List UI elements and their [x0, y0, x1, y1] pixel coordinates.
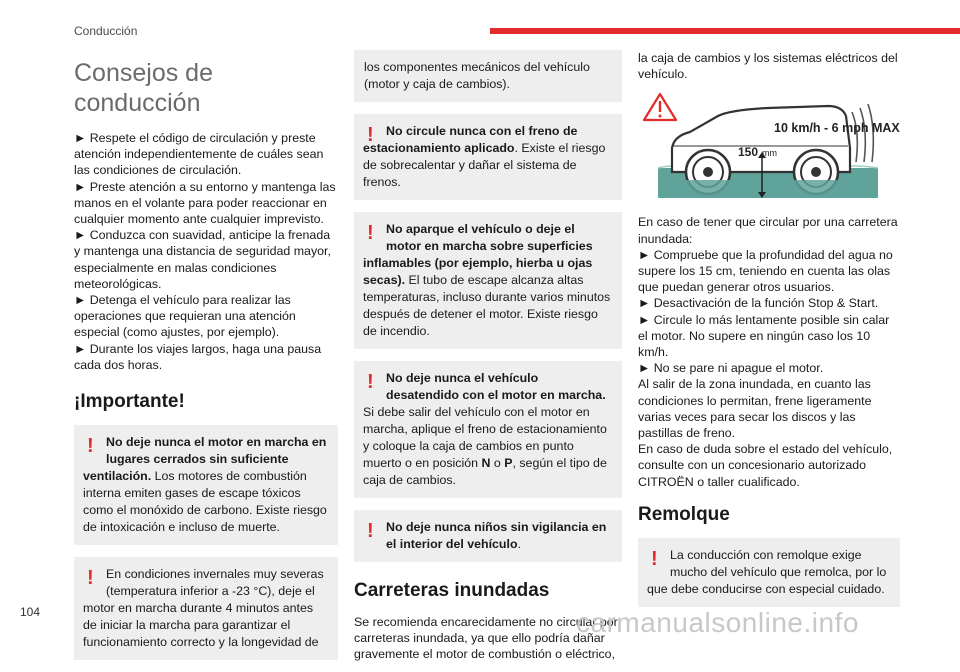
warning-icon: !: [367, 371, 374, 393]
tip-5: ► Durante los viajes largos, haga una pausa cada dos horas.: [74, 341, 322, 372]
warning-text: La conducción con remolque exige mucho del vehículo que remolca, por lo: [670, 547, 887, 579]
warning-bold-text: No deje nunca niños sin vigilancia en el interior del vehículo: [386, 520, 607, 551]
flood-line-4: ► Circule lo más lentamente posible sin calar el motor. No supere en ningún caso los 10 km/h.: [638, 312, 890, 360]
warning-icon: !: [651, 547, 658, 570]
header-section-title: Conducción: [74, 24, 138, 38]
speed-limit-label: 10 km/h - 6 mph MAX: [774, 121, 900, 136]
warning-text: . Existe el riesgo de sobrecalentar y dañar el sistema de frenos.: [363, 141, 606, 189]
tip-2: ► Preste atención a su entorno y mantenga las manos en el volante para poder reaccionar en cualquier momento ante cualquier imprevisto.: [74, 179, 336, 227]
warning-bold-text: No deje nunca el motor en marcha en lugares cerrados sin suficiente: [106, 435, 327, 467]
warning-icon: !: [367, 520, 374, 542]
important-heading: ¡Importante!: [74, 391, 185, 413]
warning-text: En condiciones invernales muy severas (temperatura inferior a -23 °C), deje el: [106, 567, 324, 599]
flood-line-7: En caso de duda sobre el estado del vehículo, consulte con un concesionario autorizado CITROËN o taller cualificado.: [638, 442, 893, 489]
flood-line-1: En caso de tener que circular por una carretera inundada:: [638, 215, 898, 246]
flooded-road-illustration: [638, 92, 900, 204]
towing-heading: Remolque: [638, 503, 730, 525]
warning-text: Los motores de combustión interna emiten gases de escape tóxicos como el monóxido de carbono. Existe riesgo de intoxicación e incluso de muerte.: [83, 469, 327, 535]
warning-text: .: [517, 537, 521, 551]
flooded-roads-text: Se recomienda encarecidamente no circular por carreteras inundada, ya que ello podría dañar gravemente el motor de combustión o eléctrico,: [354, 615, 618, 662]
flood-line-5: ► No se pare ni apague el motor.: [638, 361, 824, 376]
warning-text: El tubo de escape alcanza altas temperaturas, incluso durante varios minutos después de detener el motor. Existe riesgo de incendio.: [363, 273, 611, 338]
header-accent-bar: [490, 28, 960, 34]
page-number: 104: [20, 605, 41, 619]
warning-text: motor en marcha durante 4 minutos antes de iniciar la marcha para garantizar el funcionamiento correcto y la longevidad de: [83, 601, 319, 650]
flood-line-6: Al salir de la zona inundada, en cuanto las condiciones lo permitan, frene ligeramente varias veces para secar los discos y las pastillas de freno.: [638, 377, 872, 441]
warning-text: Si debe salir del vehículo con el motor en marcha, aplique el freno de estacionamiento y coloque la caja de cambios en punto muerto o en posición: [363, 405, 607, 470]
warning-text: , según el tipo de caja de cambios.: [363, 456, 607, 487]
warning-icon: !: [367, 124, 374, 146]
warning-box-flammable-surfaces: [354, 212, 622, 349]
tip-1: ► Respete el código de circulación y preste atención independientemente de cuáles sean las condiciones de circulación.: [74, 131, 324, 178]
warning-box-parking-brake: [354, 114, 622, 200]
warning-box-towing: [638, 538, 900, 607]
warning-icon: !: [87, 567, 94, 590]
gear-n-label: N: [481, 456, 491, 470]
depth-value-label: 150: [738, 145, 759, 160]
warning-bold-text: inflamables (por ejemplo, hierba u ojas secas).: [363, 256, 593, 287]
page-title: Consejos de conducción: [74, 59, 213, 117]
warning-box-continued: [354, 50, 622, 102]
gear-p-label: P: [504, 456, 513, 470]
warning-text: que debe conducirse con especial cuidado.: [647, 581, 885, 596]
flood-line-2: ► Compruebe que la profundidad del agua no supere los 15 cm, teniendo en cuenta las olas que puedan generar otros usuarios.: [638, 247, 893, 295]
warning-bold-text: No aparque el vehículo o deje el motor en marcha sobre superficies: [386, 222, 593, 253]
warning-bold-text: No deje nunca el vehículo desatendido con el motor en marcha.: [386, 371, 606, 402]
warning-icon: !: [367, 222, 374, 244]
warning-box-unattended: [354, 361, 622, 498]
tip-3: ► Conduzca con suavidad, anticipe la frenada y mantenga una distancia de seguridad mayor, especialmente en malas condiciones meteorológicas.: [74, 228, 331, 291]
warning-triangle-icon: [644, 94, 676, 120]
warning-box-closed-spaces: [74, 425, 338, 545]
warning-text: los componentes mecánicos del vehículo (motor y caja de cambios).: [364, 60, 590, 91]
warning-text: o: [490, 456, 505, 470]
column-1: [74, 50, 338, 672]
flood-line-3: ► Desactivación de la función Stop & Start.: [638, 296, 879, 311]
tip-4: ► Detenga el vehículo para realizar las operaciones que requieran una atención especial (como ajustes, por ejemplo).: [74, 293, 296, 340]
warning-bold-text: ventilación.: [83, 469, 152, 484]
column-3: [638, 50, 900, 619]
column-2: [354, 50, 622, 663]
watermark: carmanualsonline.info: [576, 607, 859, 638]
continued-text: la caja de cambios y los sistemas eléctricos del vehículo.: [638, 51, 898, 82]
warning-box-children: [354, 510, 622, 562]
warning-bold-text: No circule nunca con el freno de estacionamiento aplicado: [363, 124, 578, 155]
warning-box-winter: [74, 557, 338, 660]
warning-icon: !: [87, 435, 94, 458]
depth-unit-label: mm: [762, 148, 777, 159]
flooded-roads-heading: Carreteras inundadas: [354, 580, 550, 601]
